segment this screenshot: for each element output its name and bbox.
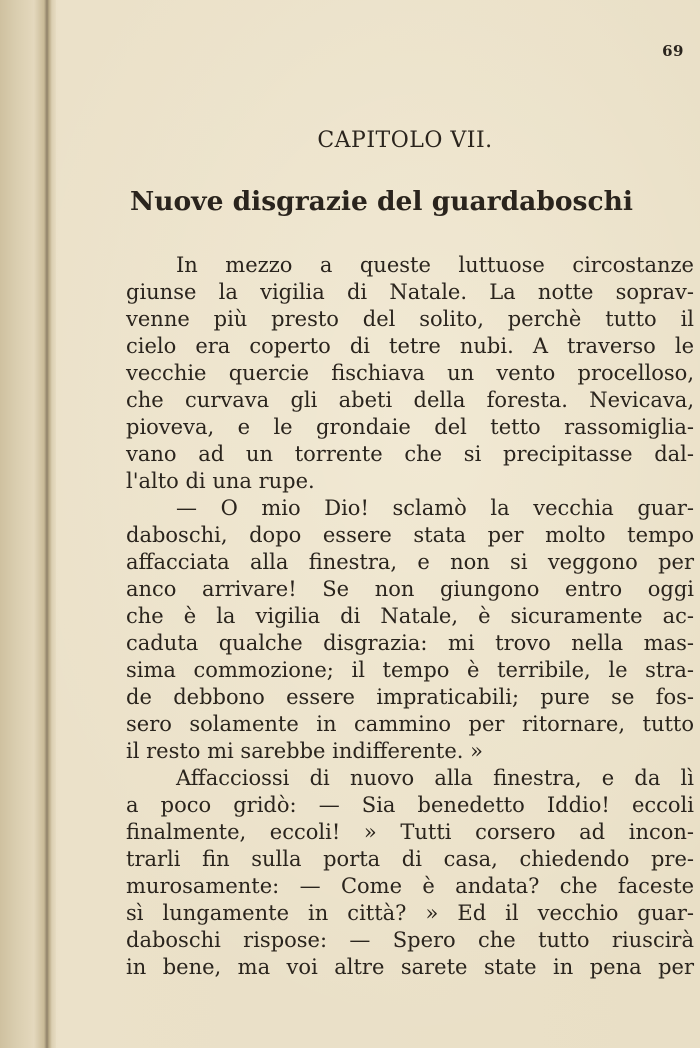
- text-line: l'alto di una rupe.: [126, 469, 315, 493]
- text-line: che curvava gli abeti della foresta. Nevicava,: [126, 388, 694, 412]
- text-line: in bene, ma voi altre sarete state in pena per: [126, 955, 694, 979]
- text-line: vecchie quercie fischiava un vento procelloso,: [126, 361, 694, 385]
- text-line: giunse la vigilia di Natale. La notte soprav-: [126, 280, 694, 304]
- body-text: [126, 252, 694, 981]
- page-number: 69: [662, 42, 684, 60]
- chapter-title: Nuove disgrazie del guardaboschi: [130, 186, 633, 217]
- text-line: pioveva, e le grondaie del tetto rassomiglia-: [126, 415, 694, 439]
- text-line: vano ad un torrente che si precipitasse dal-: [126, 442, 694, 466]
- text-line: che è la vigilia di Natale, è sicuramente ac-: [126, 604, 694, 628]
- chapter-heading: CAPITOLO VII.: [317, 128, 493, 153]
- text-line: sima commozione; il tempo è terribile, le stra-: [126, 658, 694, 682]
- text-line: venne più presto del solito, perchè tutto il: [126, 307, 694, 331]
- text-line: Affacciossi di nuovo alla finestra, e da lì: [176, 766, 694, 790]
- text-line: daboschi rispose: — Spero che tutto riuscirà: [126, 928, 694, 952]
- text-line: anco arrivare! Se non giungono entro oggi: [126, 577, 694, 601]
- text-line: cielo era coperto di tetre nubi. A traverso le: [126, 334, 694, 358]
- text-line: caduta qualche disgrazia: mi trovo nella mas-: [126, 631, 694, 655]
- text-line: finalmente, eccoli! » Tutti corsero ad incon-: [126, 820, 694, 844]
- text-line: il resto mi sarebbe indifferente. »: [126, 739, 483, 763]
- text-line: sì lungamente in città? » Ed il vecchio guar-: [126, 901, 694, 925]
- text-line: trarli fin sulla porta di casa, chiedendo pre-: [126, 847, 694, 871]
- text-line: daboschi, dopo essere stata per molto tempo: [126, 523, 694, 547]
- text-line: de debbono essere impraticabili; pure se fos-: [126, 685, 694, 709]
- text-line: In mezzo a queste luttuose circostanze: [176, 253, 694, 277]
- text-line: — O mio Dio! sclamò la vecchia guar-: [176, 496, 694, 520]
- text-line: sero solamente in cammino per ritornare, tutto: [126, 712, 694, 736]
- book-gutter: [0, 0, 56, 1048]
- text-line: murosamente: — Come è andata? che faceste: [126, 874, 694, 898]
- text-line: affacciata alla finestra, e non si veggono per: [126, 550, 694, 574]
- text-line: a poco gridò: — Sia benedetto Iddio! eccoli: [126, 793, 694, 817]
